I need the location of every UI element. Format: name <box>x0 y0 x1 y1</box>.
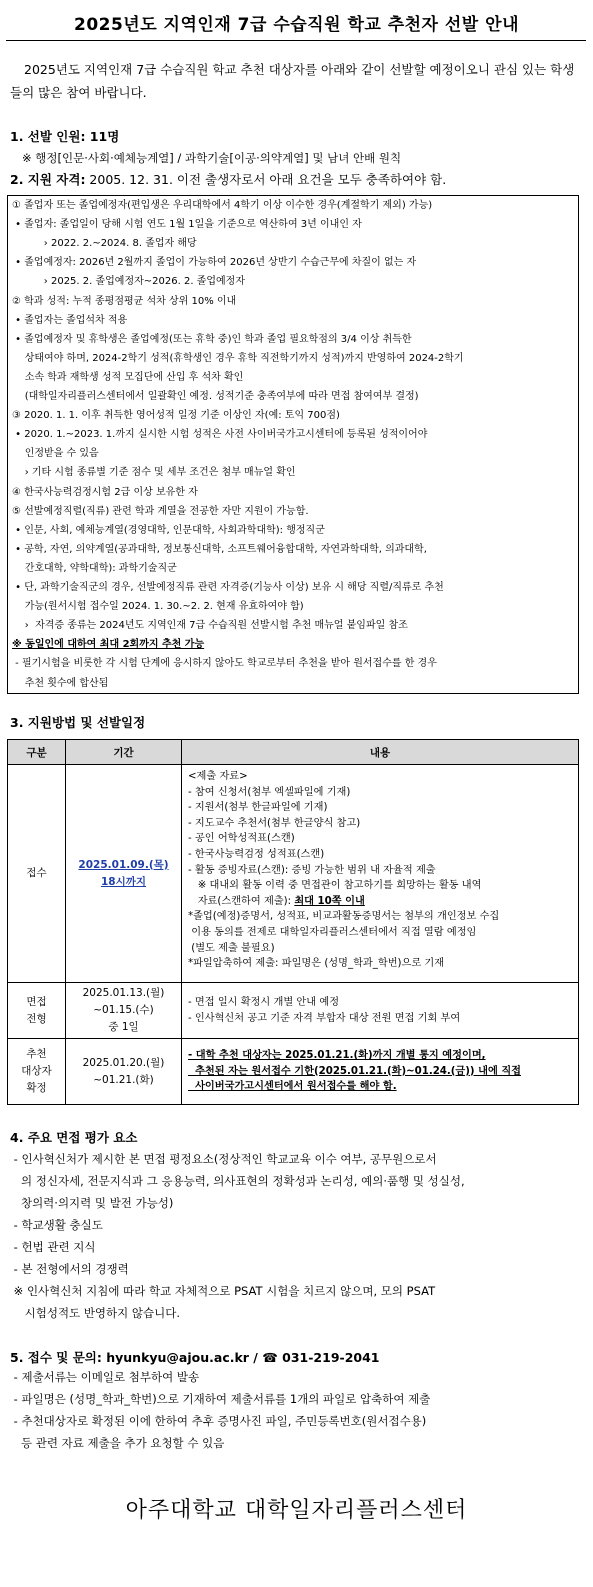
section2-heading-label: 2. 지원 자격: <box>10 172 86 187</box>
row-period-confirmation <box>66 1039 182 1105</box>
content-line: - 지도교수 추천서(첨부 한글양식 참고) <box>188 817 361 829</box>
eligibility-line: • 인문, 사회, 예체능계열(경영대학, 인문대학, 사회과학대학): 행정직군 <box>12 524 325 536</box>
eligibility-line: ※ 동일인에 대하여 최대 2회까지 추천 가능 <box>12 639 205 651</box>
eligibility-line: 인정받을 수 있음 <box>12 448 99 460</box>
eligibility-line: • 졸업예정자: 2026년 2월까지 졸업이 가능하여 2026년 상반기 수습근무에 차질이 없는 자 <box>12 257 417 269</box>
section2-heading-text: 2005. 12. 31. 이전 출생자로서 아래 요건을 모두 충족하여야 함. <box>85 172 447 187</box>
eligibility-line: › 2025. 2. 졸업예정자~2026. 2. 졸업예정자 <box>12 276 245 288</box>
label-line: 확정 <box>26 1082 47 1094</box>
row-content-confirmation <box>182 1039 579 1105</box>
eligibility-line: ⑤ 선발예정직렬(직류) 관련 학과 계열을 전공한 자만 지원이 가능함. <box>12 505 309 517</box>
content-line: - 대학 추천 대상자는 2025.01.21.(화)까지 개별 통지 예정이며, <box>188 1050 486 1062</box>
period-line: 2025.01.20.(월) <box>82 1056 165 1069</box>
list-item: - 제출서류는 이메일로 첨부하여 발송 <box>10 1370 200 1384</box>
content-line: - 지원서(첨부 한글파일에 기재) <box>188 802 328 814</box>
content-line: *파일압축하여 제출: 파일명은 (성명_학과_학번)으로 기재 <box>188 958 445 970</box>
section2-heading <box>10 170 446 188</box>
eligibility-line: - 필기시험을 비롯한 각 시험 단계에 응시하지 않아도 학교로부터 추천을 받아 원서접수를 한 경우 <box>12 658 437 670</box>
table-row <box>8 983 579 1039</box>
eligibility-line: ④ 한국사능력검정시험 2급 이상 보유한 자 <box>12 486 198 498</box>
eligibility-line: ① 졸업자 또는 졸업예정자(편입생은 우리대학에서 4학기 이상 이수한 경우(계절학기 제외) 가능) <box>12 200 433 211</box>
list-item: - 파일명은 (성명_학과_학번)으로 기재하여 제출서류를 1개의 파일로 압축하여 제출 <box>10 1392 431 1406</box>
list-item: - 인사혁신처가 제시한 본 면접 평정요소(정상적인 학교교육 이수 여부, 공무원으로서 <box>10 1152 437 1166</box>
list-item: - 본 전형에서의 경쟁력 <box>10 1262 129 1276</box>
section1-note: ※ 행정[인문·사회·예체능계열] / 과학기술[이공·의약계열] 및 남녀 안배 원칙 <box>22 151 402 165</box>
section4-heading: 4. 주요 면접 평가 요소 <box>10 1130 138 1145</box>
content-line: <제출 자료> <box>188 771 248 782</box>
content-line: - 활동 증빙자료(스캔): 증빙 가능한 범위 내 자율적 제출 <box>188 864 436 876</box>
content-line: (별도 제출 불필요) <box>188 942 275 954</box>
header-content: 내용 <box>182 740 579 765</box>
eligibility-line: • 2020. 1.~2023. 1.까지 실시한 시험 성적은 사전 사이버국가고시센터에 등록된 성적이어야 <box>12 429 428 441</box>
list-item: 등 관련 자료 제출을 추가 요청할 수 있음 <box>10 1436 225 1450</box>
content-line <box>188 894 574 910</box>
eligibility-line: › 기타 시험 종류별 기준 점수 및 세부 조건은 첨부 매뉴얼 확인 <box>12 467 296 479</box>
document-title: 2025년도 지역인재 7급 수습직원 학교 추천자 선발 안내 <box>73 15 519 35</box>
period-line: ~01.21.(화) <box>93 1073 154 1086</box>
row-label-confirmation <box>8 1039 66 1105</box>
content-line: - 참여 신청서(첨부 엑셀파일에 기재) <box>188 786 351 798</box>
eligibility-box <box>7 195 579 694</box>
eligibility-line: • 졸업예정자 및 휴학생은 졸업예정(또는 휴학 중)인 학과 졸업 필요학점의 3/4 이상 취득한 <box>12 333 412 345</box>
label-line: 전형 <box>26 1012 47 1025</box>
section5-heading: 5. 접수 및 문의: hyunkyu@ajou.ac.kr / ☎ 031-219-2041 <box>10 1350 380 1365</box>
header-period: 기간 <box>66 740 182 765</box>
section5-list <box>10 1366 585 1454</box>
list-item: - 헌법 관련 지식 <box>10 1240 96 1254</box>
content-line: - 한국사능력검정 성적표(스캔) <box>188 848 325 860</box>
content-line: - 면접 일시 확정시 개별 안내 예정 <box>188 996 340 1008</box>
content-line: *졸업(예정)증명서, 성적표, 비교과활동증명서는 첨부의 개인정보 수집 <box>188 911 500 923</box>
eligibility-line: › 자격증 종류는 2024년도 지역인재 7급 수습직원 선발시험 추천 매뉴얼 붙임파일 참조 <box>12 620 408 632</box>
eligibility-line: › 2022. 2.~2024. 8. 졸업자 해당 <box>12 238 197 250</box>
list-item: 창의력·의지력 및 발전 가능성) <box>10 1196 174 1210</box>
eligibility-line: (대학일자리플러스센터에서 일괄확인 예정. 성적기준 충족여부에 따라 면접 참여여부 결정) <box>12 391 419 402</box>
period-line: ~01.15.(수) <box>93 1004 154 1016</box>
content-line: 이용 동의를 전제로 대학일자리플러스센터에서 직접 열람 예정임 <box>188 926 477 938</box>
content-line: 추천된 자는 원서접수 기한(2025.01.21.(화)~01.24.(금)) 내에 직접 <box>188 1065 522 1077</box>
content-line: 사이버국가고시센터에서 원서접수를 해야 함. <box>188 1081 397 1093</box>
eligibility-line: • 졸업자: 졸업일이 당해 시험 연도 1월 1일을 기준으로 역산하여 3년 이내인 자 <box>12 219 362 231</box>
eligibility-line: 간호대학, 약학대학): 과학기술직군 <box>12 562 177 574</box>
title-divider <box>6 40 586 41</box>
row-label-interview <box>8 983 66 1039</box>
eligibility-line: • 단, 과학기술직군의 경우, 선발예정직류 관련 자격증(기능사 이상) 보유 시 해당 직렬/직류로 추천 <box>12 582 444 593</box>
list-item: ※ 인사혁신처 지침에 따라 학교 자체적으로 PSAT 시험을 치르지 않으며, 모의 PSAT <box>10 1284 436 1298</box>
list-item: 시험성적도 반영하지 않습니다. <box>10 1306 181 1320</box>
schedule-table <box>7 739 579 1105</box>
eligibility-line: 소속 학과 재학생 성적 모집단에 산입 후 석차 확인 <box>12 371 244 383</box>
period-line: 2025.01.13.(월) <box>82 987 165 999</box>
eligibility-line: 상태여야 하며, 2024-2학기 성적(휴학생인 경우 휴학 직전학기까지 성적)까지 반영하여 2024-2학기 <box>12 352 464 364</box>
eligibility-line: • 공학, 자연, 의약계열(공과대학, 정보통신대학, 소프트웨어융합대학, 자연과학대학, 의과대학, <box>12 543 427 555</box>
row-period-application <box>66 765 182 983</box>
label-line: 면접 <box>26 995 47 1008</box>
row-period-interview <box>66 983 182 1039</box>
list-item: - 학교생활 충실도 <box>10 1218 103 1232</box>
table-row <box>8 1039 579 1105</box>
content-line: - 인사혁신처 공고 기준 자격 부합자 대상 전원 면접 기회 부여 <box>188 1012 461 1024</box>
row-content-interview <box>182 983 579 1039</box>
eligibility-line: ② 학과 성적: 누적 종평점평균 석차 상위 10% 이내 <box>12 295 237 307</box>
table-header-row <box>8 740 579 765</box>
eligibility-line: 가능(원서시험 접수일 2024. 1. 30.~2. 2. 현재 유효하여야 함) <box>12 601 304 613</box>
list-item: - 추천대상자로 확정된 이에 한하여 추후 증명사진 파일, 주민등록번호(원서접수용) <box>10 1414 427 1428</box>
row-label-application: 접수 <box>8 765 66 983</box>
eligibility-line: • 졸업자는 졸업석차 적용 <box>12 314 128 326</box>
deadline-time: 18시까지 <box>100 875 147 888</box>
label-line: 추천 <box>26 1048 47 1060</box>
eligibility-line: ③ 2020. 1. 1. 이후 취득한 영어성적 일정 기준 이상인 자(예: 토익 700점) <box>12 410 340 422</box>
content-line: ※ 대내외 활동 이력 중 면접관이 참고하기를 희망하는 활동 내역 <box>188 880 482 892</box>
period-line: 중 1일 <box>108 1021 139 1033</box>
eligibility-line: 추천 횟수에 합산됨 <box>12 677 109 689</box>
organization-footer: 아주대학교 대학일자리플러스센터 <box>125 1498 468 1523</box>
label-line: 대상자 <box>21 1065 52 1077</box>
content-line-text: 자료(스캔하여 제출): <box>188 895 295 907</box>
row-content-application <box>182 765 579 983</box>
section1-heading: 1. 선발 인원: 11명 <box>10 129 120 144</box>
page-limit: 최대 10쪽 이내 <box>294 895 365 907</box>
section4-list <box>10 1148 585 1324</box>
table-row <box>8 765 579 983</box>
list-item: 의 정신자세, 전문지식과 그 응용능력, 의사표현의 정확성과 논리성, 예의·품행 및 성실성, <box>10 1174 465 1188</box>
deadline-date: 2025.01.09.(목) <box>78 858 169 871</box>
header-category: 구분 <box>8 740 66 765</box>
section3-heading: 3. 지원방법 및 선발일정 <box>10 715 146 730</box>
content-line: - 공인 어학성적표(스캔) <box>188 833 295 845</box>
intro-paragraph: 2025년도 지역인재 7급 수습직원 학교 추천 대상자를 아래와 같이 선발할 예정이오니 관심 있는 학생들의 많은 참여 바랍니다. <box>10 62 575 100</box>
